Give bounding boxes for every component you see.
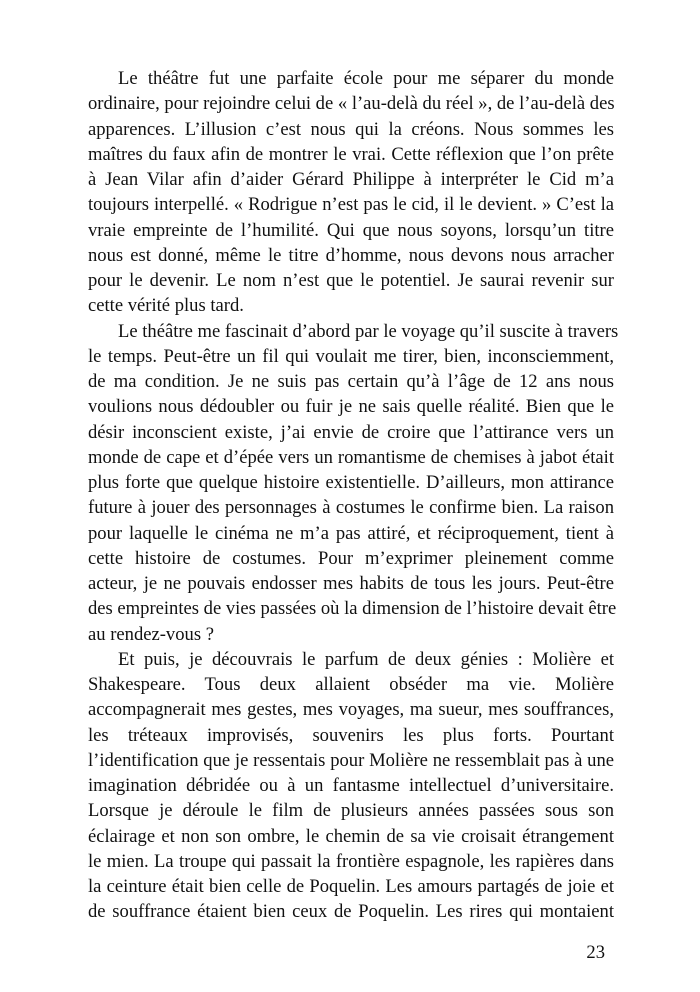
text-line: à Jean Vilar afin d’aider Gérard Philippe à interpréter le Cid m’a [88,169,614,190]
text-line: imagination débridée ou à un fantasme intellectuel d’universitaire. [88,775,614,796]
text-line: voulions nous dédoubler ou fuir je ne sais quelle réalité. Bien que le [88,396,614,418]
text-line: Lorsque je déroule le film de plusieurs années passées sous son [88,800,614,822]
body-text [88,66,619,925]
text-line: maîtres du faux afin de montrer le vrai. Cette réflexion que l’on prête [88,143,614,165]
text-line: nous est donné, même le titre d’homme, nous devons nous arracher [88,244,614,266]
paragraph [88,319,619,647]
text-line: les tréteaux improvisés, souvenirs les plus forts. Pourtant [88,724,614,746]
text-line: plus forte que quelque histoire existentielle. D’ailleurs, mon attirance [88,472,614,493]
text-line: désir inconscient existe, j’ai envie de croire que l’attirance vers un [88,421,614,443]
paragraph [88,66,614,319]
text-line: cette histoire de costumes. Pour m’exprimer pleinement comme [88,547,614,569]
text-line: le temps. Peut-être un fil qui voulait me tirer, bien, inconsciemment, [88,345,614,367]
text-line: l’identification que je ressentais pour Molière ne ressemblait pas à une [88,749,614,771]
text-line: la ceinture était bien celle de Poquelin. Les amours partagés de joie et [88,876,614,897]
page-number: 23 [586,942,605,963]
text-line: future à jouer des personnages à costumes le confirme bien. La raison [88,497,614,519]
text-line: accompagnerait mes gestes, mes voyages, ma sueur, mes souffrances, [88,699,614,721]
text-line: pour laquelle le cinéma ne m’a pas attiré, et réciproquement, tient à [88,522,614,544]
text-line: cette vérité plus tard. [88,295,244,317]
text-line: monde de cape et d’épée vers un romantisme de chemises à jabot était [88,446,614,468]
text-line: apparences. L’illusion c’est nous qui la créons. Nous sommes les [88,118,614,140]
text-line: de ma condition. Je ne suis pas certain qu’à l’âge de 12 ans nous [88,371,614,392]
text-line: de souffrance étaient bien ceux de Poquelin. Les rires qui montaient [88,901,614,923]
text-line: ordinaire, pour rejoindre celui de « l’au-delà du réel », de l’au-delà des [88,93,615,115]
text-line: éclairage et non son ombre, le chemin de sa vie croisait étrangement [88,825,614,847]
text-line: acteur, je ne pouvais endosser mes habits de tous les jours. Peut-être [88,573,614,594]
text-line: au rendez-vous ? [88,623,214,645]
text-line: Le théâtre me fascinait d’abord par le voyage qu’il suscite à travers [118,320,619,342]
text-line: Shakespeare. Tous deux allaient obséder ma vie. Molière [88,674,614,695]
text-line: le mien. La troupe qui passait la frontière espagnole, les rapières dans [88,850,614,872]
text-line: des empreintes de vies passées où la dimension de l’histoire devait être [88,598,617,620]
text-line: pour le devenir. Le nom n’est que le potentiel. Je saurai revenir sur [88,270,614,291]
text-line: vraie empreinte de l’humilité. Qui que nous soyons, lorsqu’un titre [88,219,614,241]
paragraph [88,647,614,925]
text-line: Et puis, je découvrais le parfum de deux génies : Molière et [118,648,614,670]
text-line: Le théâtre fut une parfaite école pour me séparer du monde [118,68,614,89]
text-line: toujours interpellé. « Rodrigue n’est pas le cid, il le devient. » C’est la [88,194,614,216]
